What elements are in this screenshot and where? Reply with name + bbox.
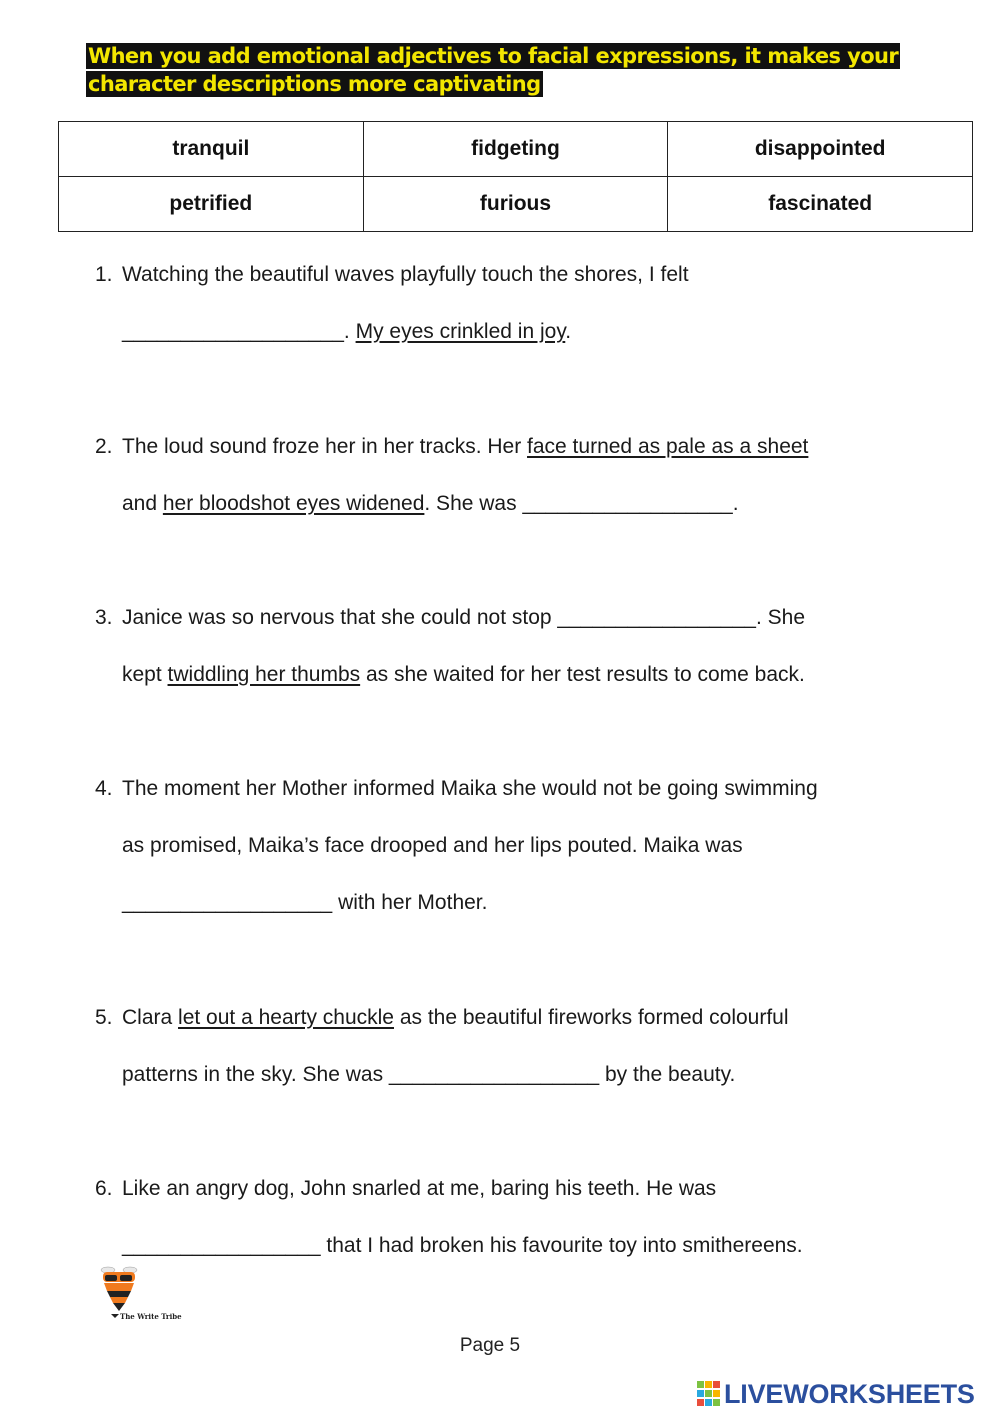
question-3	[95, 589, 925, 703]
question-text: as she waited for her test results to come back.	[360, 663, 805, 686]
lws-blocks-icon	[697, 1381, 721, 1407]
word-bank-row	[59, 177, 973, 232]
question-text: Like an angry dog, John snarled at me, baring his teeth. He was	[122, 1177, 717, 1200]
underlined-clue: My eyes crinkled in joy	[355, 320, 566, 343]
liveworksheets-logo[interactable]	[697, 1378, 975, 1410]
question-text: . She	[755, 606, 806, 629]
word-bank-cell: furious	[363, 177, 668, 232]
question-text: and	[122, 492, 163, 515]
word-bank-cell: fidgeting	[363, 122, 668, 177]
word-bank-cell: tranquil	[59, 122, 364, 177]
underlined-clue: let out a hearty chuckle	[178, 1006, 394, 1029]
question-text: Clara	[122, 1006, 179, 1029]
question-number: 1.	[95, 263, 113, 286]
answer-blank[interactable]: ___________________	[122, 320, 344, 343]
question-number: 4.	[95, 777, 113, 800]
question-text: .	[732, 492, 739, 515]
underlined-clue: twiddling her thumbs	[167, 663, 361, 686]
word-bank-table	[58, 121, 973, 232]
worksheet-title: When you add emotional adjectives to facial expressions, it makes your character descriptions more captivating	[88, 44, 899, 96]
liveworksheets-wordmark: LIVEWORKSHEETS	[724, 1378, 975, 1409]
answer-blank[interactable]: __________________	[122, 891, 333, 914]
question-text: by the beauty.	[599, 1063, 736, 1086]
question-text: The moment her Mother informed Maika she would not be going swimming	[122, 777, 818, 800]
underlined-clue: her bloodshot eyes widened	[162, 492, 425, 515]
question-text: patterns in the sky. She was	[122, 1063, 389, 1086]
question-text: as the beautiful fireworks formed colourful	[394, 1006, 789, 1029]
question-text: The loud sound froze her in her tracks. Her	[122, 435, 528, 458]
answer-blank[interactable]: __________________	[388, 1063, 600, 1086]
question-2	[95, 418, 925, 532]
page-number: Page 5	[459, 1335, 521, 1356]
question-text: Janice was so nervous that she could not stop	[122, 606, 558, 629]
word-bank-row	[59, 122, 973, 177]
question-5	[95, 989, 925, 1103]
word-bank-cell: disappointed	[668, 122, 973, 177]
write-tribe-logo	[98, 1266, 188, 1326]
question-number: 6.	[95, 1177, 113, 1200]
question-6	[95, 1160, 925, 1274]
question-text: that I had broken his favourite toy into smithereens.	[320, 1234, 803, 1257]
question-number: 2.	[95, 435, 113, 458]
question-text: kept	[122, 663, 168, 686]
question-text: .	[343, 320, 356, 343]
question-text: Watching the beautiful waves playfully touch the shores, I felt	[122, 263, 689, 286]
question-1	[95, 246, 925, 360]
word-bank-cell: petrified	[59, 177, 364, 232]
answer-blank[interactable]: _________________	[122, 1234, 321, 1257]
question-number: 5.	[95, 1006, 113, 1029]
question-text: with her Mother.	[332, 891, 488, 914]
question-text: . She was	[424, 492, 523, 515]
question-text: .	[565, 320, 572, 343]
question-number: 3.	[95, 606, 113, 629]
question-4	[95, 760, 925, 931]
underlined-clue: face turned as pale as a sheet	[527, 435, 809, 458]
question-text: as promised, Maika’s face drooped and her lips pouted. Maika was	[122, 834, 743, 857]
word-bank-cell: fascinated	[668, 177, 973, 232]
answer-blank[interactable]: __________________	[522, 492, 733, 515]
logo-text: The Write Tribe	[120, 1312, 182, 1321]
answer-blank[interactable]: _________________	[557, 606, 756, 629]
